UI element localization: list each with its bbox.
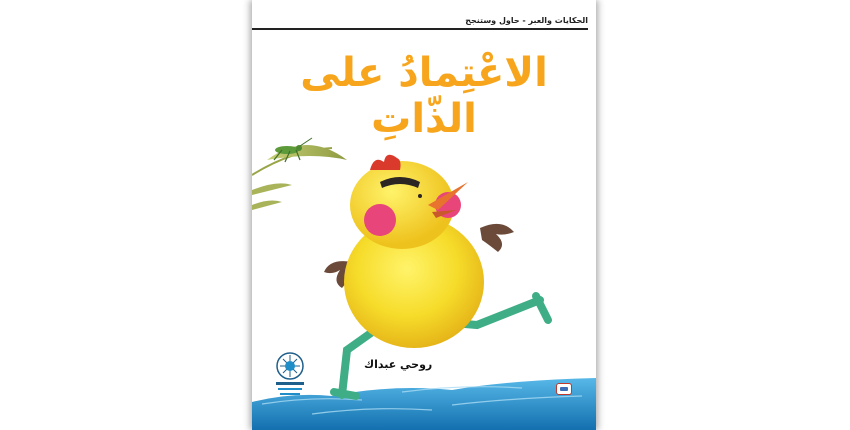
author-name: روحي عبداك: [364, 358, 433, 371]
book-title: الاعْتِمادُ على الذّاتِ: [300, 50, 548, 142]
age-badge-icon: [556, 383, 572, 395]
book-cover: [252, 0, 596, 430]
publisher-logo: [272, 350, 308, 402]
branch: [252, 145, 347, 210]
series-label: الحكايات والعبر - حاول وستنجح: [465, 16, 588, 25]
